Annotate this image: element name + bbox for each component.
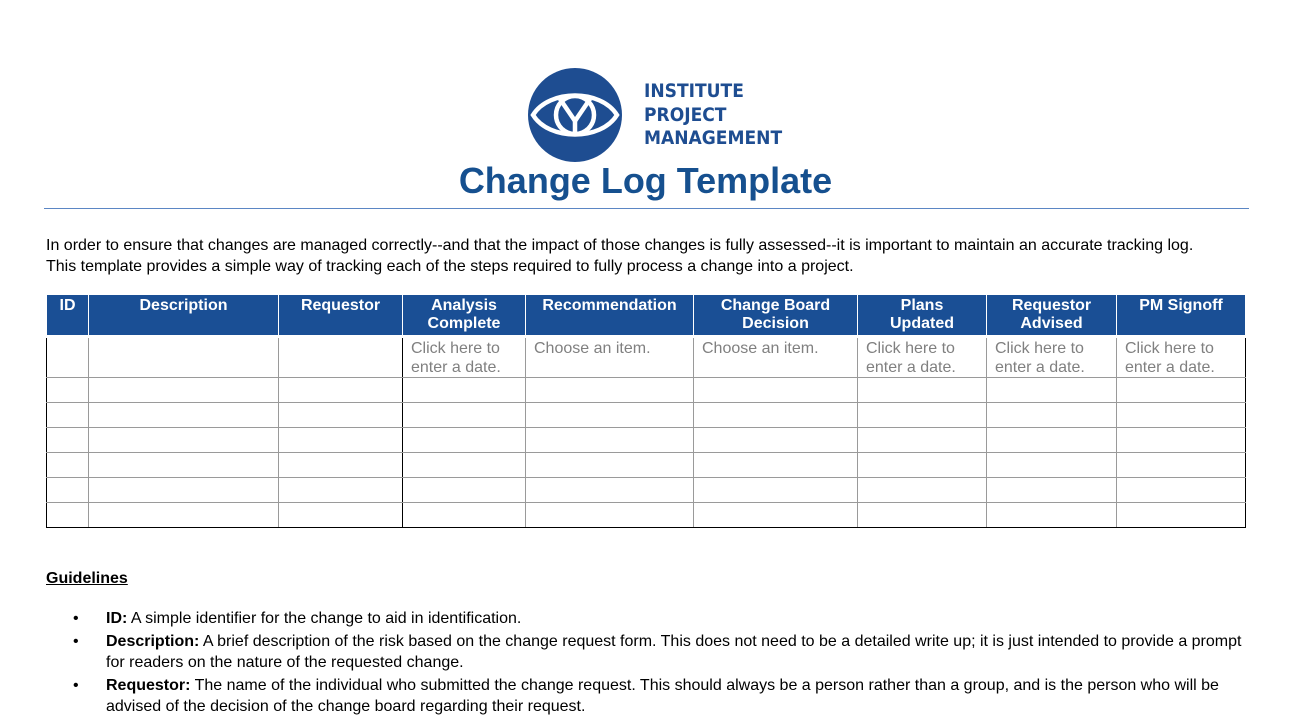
table-cell[interactable]	[858, 403, 987, 428]
table-cell[interactable]	[858, 453, 987, 478]
table-cell[interactable]	[279, 403, 403, 428]
table-cell[interactable]	[1117, 403, 1246, 428]
table-cell[interactable]	[694, 403, 858, 428]
table-cell[interactable]	[694, 378, 858, 403]
table-row	[47, 378, 1246, 403]
table-cell[interactable]	[694, 503, 858, 528]
table-cell[interactable]	[858, 428, 987, 453]
intro-line-2: This template provides a simple way of tracking each of the steps required to fully process a change into a project.	[46, 258, 854, 275]
guideline-text: A brief description of the risk based on the change request form. This does not need to be a detailed write up; it is just intended to provide a prompt for readers on the nature of the requested change.	[106, 632, 1242, 671]
bullet-icon: •	[73, 676, 79, 694]
table-cell[interactable]	[526, 453, 694, 478]
table-cell[interactable]	[89, 378, 279, 403]
table-cell[interactable]	[47, 403, 89, 428]
table-cell[interactable]	[89, 503, 279, 528]
table-cell[interactable]	[47, 503, 89, 528]
table-cell[interactable]	[47, 453, 89, 478]
table-cell[interactable]	[403, 428, 526, 453]
table-cell[interactable]	[987, 453, 1117, 478]
guideline-text: The name of the individual who submitted the change request. This should always be a person rather than a group, and is the person who will be advised of the decision of the change board regarding their request.	[106, 676, 1219, 715]
recommendation-dropdown[interactable]: Choose an item.	[526, 337, 694, 378]
table-cell[interactable]	[279, 378, 403, 403]
list-item	[46, 608, 1256, 630]
header-pm-signoff: PM Signoff	[1117, 295, 1246, 337]
id-cell[interactable]	[47, 337, 89, 378]
signoff-date-picker[interactable]: Click here to enter a date.	[1117, 337, 1246, 378]
table-cell[interactable]	[526, 378, 694, 403]
table-row	[47, 428, 1246, 453]
title-divider	[44, 208, 1249, 209]
table-cell[interactable]	[47, 428, 89, 453]
table-cell[interactable]	[403, 503, 526, 528]
logo-wordmark	[644, 80, 782, 151]
table-cell[interactable]	[89, 428, 279, 453]
header-plans-updated: Plans Updated	[858, 295, 987, 337]
header-id: ID	[47, 295, 89, 337]
header-change-board-decision: Change Board Decision	[694, 295, 858, 337]
table-cell[interactable]	[89, 453, 279, 478]
table-cell[interactable]	[526, 478, 694, 503]
guideline-text: A simple identifier for the change to aid in identification.	[127, 610, 522, 627]
table-row	[47, 478, 1246, 503]
table-cell[interactable]	[279, 503, 403, 528]
table-cell[interactable]	[987, 378, 1117, 403]
table-row	[47, 337, 1246, 378]
table-cell[interactable]	[89, 478, 279, 503]
logo-line-management: MANAGEMENT	[644, 127, 783, 149]
change-log-table	[46, 294, 1246, 528]
table-cell[interactable]	[47, 478, 89, 503]
header-analysis-complete: Analysis Complete	[403, 295, 526, 337]
table-header-row	[47, 295, 1246, 337]
institute-logo	[527, 67, 783, 163]
eye-logo-icon	[527, 67, 623, 163]
logo-line-project: PROJECT	[644, 103, 727, 126]
page-title: Change Log Template	[458, 160, 833, 201]
header-description: Description	[89, 295, 279, 337]
table-cell[interactable]	[1117, 428, 1246, 453]
advised-date-picker[interactable]: Click here to enter a date.	[987, 337, 1117, 378]
table-cell[interactable]	[987, 478, 1117, 503]
table-row	[47, 503, 1246, 528]
table-cell[interactable]	[858, 378, 987, 403]
table-cell[interactable]	[403, 378, 526, 403]
table-cell[interactable]	[279, 453, 403, 478]
table-cell[interactable]	[526, 403, 694, 428]
decision-dropdown[interactable]: Choose an item.	[694, 337, 858, 378]
plans-date-picker[interactable]: Click here to enter a date.	[858, 337, 987, 378]
table-cell[interactable]	[858, 503, 987, 528]
intro-paragraph	[46, 235, 1261, 277]
logo-line-institute: INSTITUTE	[644, 80, 744, 102]
table-cell[interactable]	[694, 453, 858, 478]
table-cell[interactable]	[1117, 378, 1246, 403]
intro-line-1: In order to ensure that changes are managed correctly--and that the impact of those changes is fully assessed--it is important to maintain an accurate tracking log.	[46, 237, 1194, 254]
bullet-icon: •	[73, 632, 79, 650]
guideline-term: Description:	[106, 632, 200, 650]
bullet-icon: •	[73, 610, 79, 627]
table-row	[47, 403, 1246, 428]
header-recommendation: Recommendation	[526, 295, 694, 337]
header-requestor-advised: Requestor Advised	[987, 295, 1117, 337]
table-cell[interactable]	[858, 478, 987, 503]
description-cell[interactable]	[89, 337, 279, 378]
guideline-term: ID:	[106, 610, 128, 627]
table-cell[interactable]	[694, 428, 858, 453]
table-cell[interactable]	[987, 503, 1117, 528]
guidelines-heading: Guidelines	[46, 570, 128, 587]
list-item	[46, 631, 1256, 674]
guideline-term: Requestor:	[106, 676, 191, 694]
table-cell[interactable]	[987, 403, 1117, 428]
table-cell[interactable]	[89, 403, 279, 428]
requestor-cell[interactable]	[279, 337, 403, 378]
table-cell[interactable]	[694, 478, 858, 503]
table-cell[interactable]	[1117, 478, 1246, 503]
header-requestor: Requestor	[279, 295, 403, 337]
table-row	[47, 453, 1246, 478]
table-cell[interactable]	[526, 428, 694, 453]
table-cell[interactable]	[987, 428, 1117, 453]
table-cell[interactable]	[403, 478, 526, 503]
table-cell[interactable]	[1117, 503, 1246, 528]
table-cell[interactable]	[403, 453, 526, 478]
table-cell[interactable]	[526, 503, 694, 528]
guidelines-list	[46, 608, 1256, 719]
list-item	[46, 675, 1256, 718]
table-cell[interactable]	[403, 403, 526, 428]
analysis-date-picker[interactable]: Click here to enter a date.	[403, 337, 526, 378]
table-cell[interactable]	[279, 478, 403, 503]
table-cell[interactable]	[47, 378, 89, 403]
table-cell[interactable]	[1117, 453, 1246, 478]
table-cell[interactable]	[279, 428, 403, 453]
